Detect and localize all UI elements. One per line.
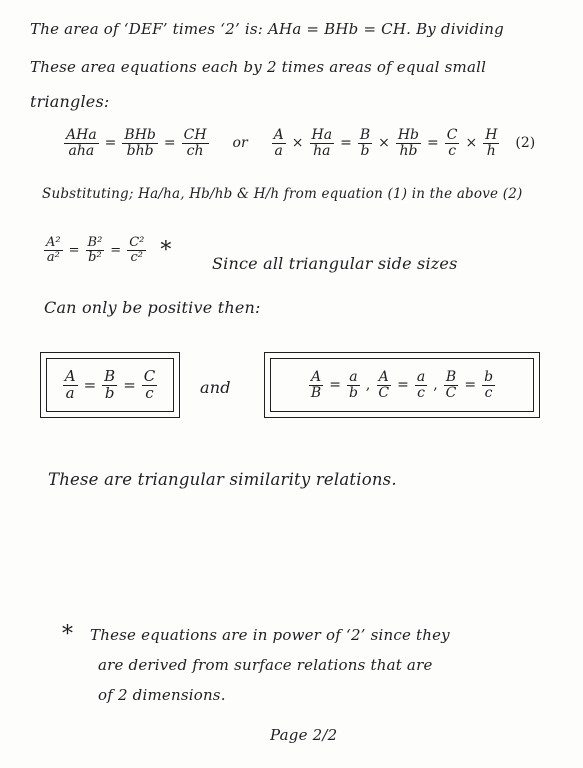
equals-sign: = <box>110 242 122 258</box>
numerator: A <box>378 368 389 385</box>
footnote-line-2: are derived from surface relations that are <box>98 656 433 674</box>
numerator: B <box>104 366 116 385</box>
fraction-aha <box>64 128 99 158</box>
fraction-A-B <box>309 370 323 400</box>
text-line-since: Since all triangular side sizes <box>212 254 458 273</box>
times-sign: × <box>378 135 390 152</box>
page-number: Page 2/2 <box>270 726 338 744</box>
numerator: A <box>64 366 76 385</box>
and-word: and <box>200 378 231 397</box>
denominator: ch <box>186 142 204 159</box>
numerator: b <box>484 368 494 385</box>
numerator: AHa <box>66 127 97 143</box>
equals-sign: = <box>104 135 117 152</box>
equation-number: (2) <box>515 135 536 152</box>
numerator: Hb <box>397 127 420 143</box>
equals-sign: = <box>397 377 409 393</box>
or-word: or <box>232 135 248 152</box>
text-line-similarity: These are triangular similarity relations. <box>48 470 397 489</box>
equals-sign: = <box>427 135 439 152</box>
denominator: bhb <box>126 142 154 159</box>
fraction-bhb <box>122 128 157 158</box>
denominator: c² <box>130 249 144 265</box>
equals-sign: = <box>163 135 176 152</box>
denominator: C <box>445 384 457 401</box>
fraction-A-a <box>272 128 286 158</box>
numerator: BHb <box>124 127 156 143</box>
fraction-A2-a2 <box>44 236 63 264</box>
numerator: Ha <box>311 127 333 143</box>
equals-sign: = <box>83 376 97 394</box>
numerator: B <box>445 368 457 385</box>
text-line-dividing: These area equations each by 2 times areas of equal small <box>30 58 487 76</box>
denominator: a <box>65 383 75 402</box>
numerator: A <box>273 127 284 143</box>
denominator: a <box>274 142 283 159</box>
denominator: b <box>360 142 370 159</box>
comma: , <box>433 377 438 393</box>
fraction-Hb-hb <box>396 128 421 158</box>
numerator: A <box>311 368 322 385</box>
denominator: b <box>104 383 115 402</box>
fraction-a-b <box>347 370 360 400</box>
denominator: c <box>417 384 425 401</box>
text-line-positive: Can only be positive then: <box>44 298 261 317</box>
fraction-A-C <box>376 370 391 400</box>
fraction-C2-c2 <box>127 236 146 264</box>
denominator: hb <box>399 142 418 159</box>
fraction-B-C <box>444 370 459 400</box>
numerator: C <box>446 127 458 143</box>
numerator: A² <box>46 235 61 250</box>
denominator: a² <box>46 249 60 265</box>
footnote-asterisk: * <box>62 622 74 647</box>
denominator: B <box>310 384 322 401</box>
denominator: c <box>448 142 457 159</box>
denominator: C <box>378 384 390 401</box>
fraction-a-c <box>415 370 427 400</box>
result-box-simple-content <box>46 358 174 412</box>
comma: , <box>365 377 371 393</box>
fraction-ch <box>182 128 209 158</box>
footnote-line-1: These equations are in power of ‘2’ since they <box>90 626 450 644</box>
numerator: B² <box>87 235 103 250</box>
numerator: CH <box>183 127 207 143</box>
equals-sign: = <box>340 135 352 152</box>
times-sign: × <box>291 135 304 152</box>
footnote-line-3: of 2 dimensions. <box>98 686 226 704</box>
numerator: H <box>485 127 498 143</box>
fraction-B-b <box>358 128 372 158</box>
text-line-area-statement: The area of ‘DEF’ times ‘2’ is: AHa = BHb = CH. By dividing <box>30 20 504 38</box>
numerator: C² <box>129 235 145 250</box>
denominator: aha <box>68 142 95 159</box>
denominator: c <box>484 384 493 401</box>
times-sign: × <box>465 135 478 152</box>
fraction-b-c <box>482 370 495 400</box>
squares-equation-row <box>42 236 177 264</box>
numerator: C <box>143 366 156 385</box>
equation-2-row <box>62 128 541 158</box>
fraction-B-b <box>102 366 117 402</box>
fraction-B2-b2 <box>86 236 105 264</box>
equals-sign: = <box>464 377 477 393</box>
denominator: b <box>348 384 358 401</box>
numerator: a <box>416 368 426 385</box>
numerator: B <box>359 127 371 143</box>
equals-sign: = <box>329 377 341 393</box>
equals-sign: = <box>123 376 136 394</box>
fraction-C-c <box>445 128 460 158</box>
denominator: c <box>145 383 154 402</box>
equals-sign: = <box>68 242 80 258</box>
fraction-C-c <box>142 366 157 402</box>
result-box-pairs-content <box>270 358 534 412</box>
fraction-A-a <box>63 366 78 402</box>
text-line-substituting: Substituting; Ha/ha, Hb/hb & H/h from equation (1) in the above (2) <box>42 186 523 202</box>
asterisk-mark: * <box>160 237 172 263</box>
denominator: ha <box>313 142 331 159</box>
numerator: a <box>349 368 358 385</box>
denominator: h <box>486 142 496 159</box>
fraction-H-h <box>483 128 499 158</box>
text-line-triangles: triangles: <box>30 92 110 111</box>
denominator: b² <box>88 249 102 265</box>
fraction-Ha-ha <box>310 128 335 158</box>
